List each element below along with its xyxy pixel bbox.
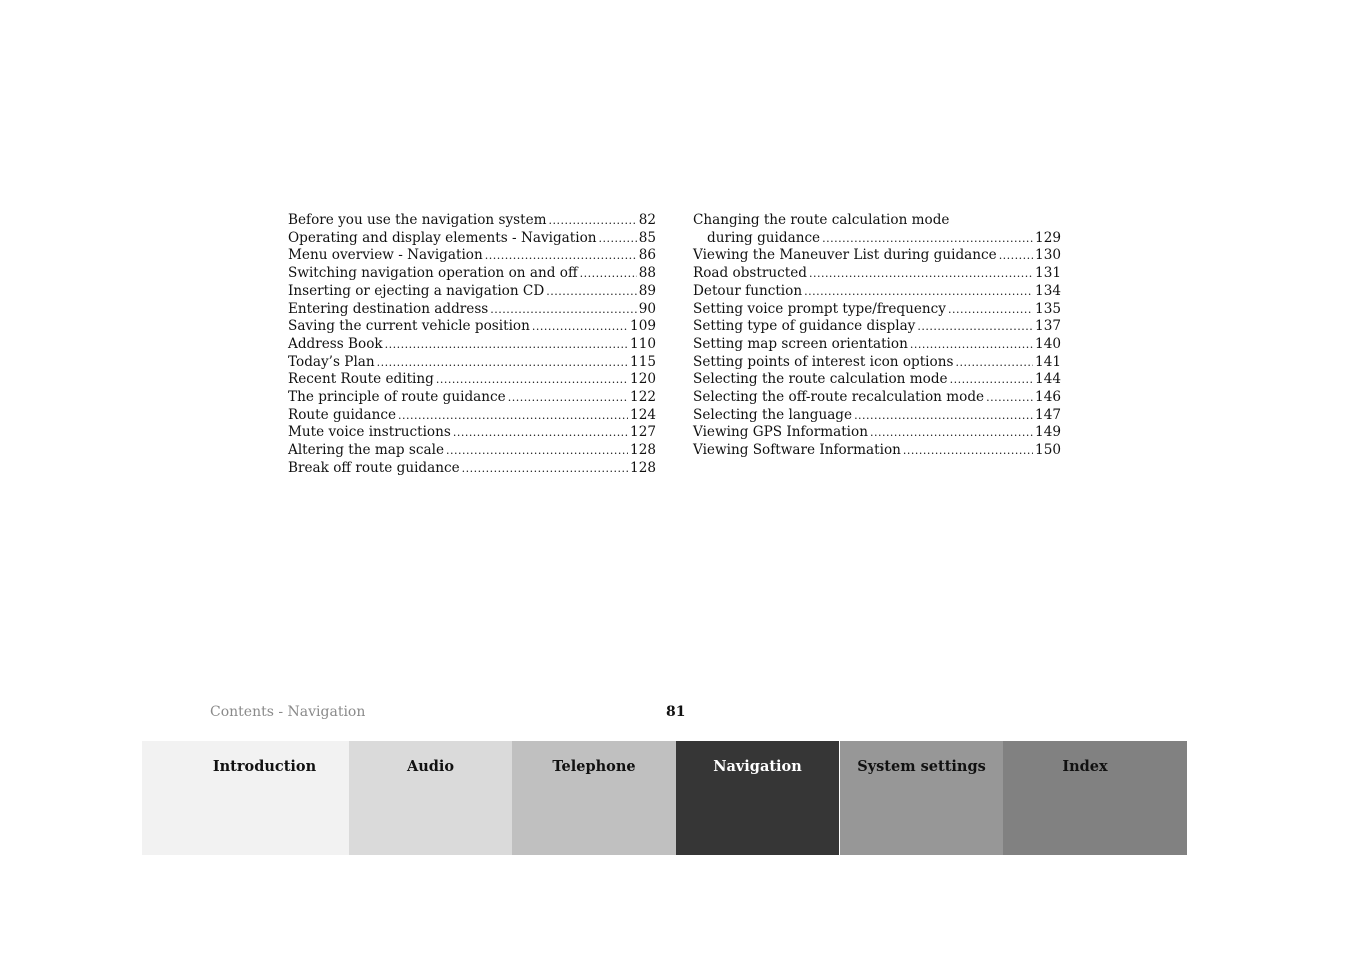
toc-entry-page: 135 xyxy=(1035,300,1061,317)
toc-entry[interactable] xyxy=(288,407,656,425)
toc-leader-dots xyxy=(377,354,628,372)
toc-entry-title: Menu overview - Navigation xyxy=(288,247,483,264)
toc-leader-dots xyxy=(462,460,628,478)
toc-entry-title: Before you use the navigation system xyxy=(288,212,547,228)
toc-entry-page: 82 xyxy=(638,212,656,228)
toc-entry-page: 86 xyxy=(638,247,656,264)
toc-entry-page: 124 xyxy=(630,406,656,423)
toc-right-column xyxy=(693,212,1061,460)
toc-entry-page: 129 xyxy=(1035,229,1061,246)
toc-entry[interactable] xyxy=(693,336,1061,354)
toc-entry-title: Viewing Software Information xyxy=(693,442,901,459)
tab-telephone[interactable]: Telephone xyxy=(512,741,676,855)
toc-entry-page: 88 xyxy=(638,265,656,282)
toc-entry[interactable] xyxy=(288,230,656,248)
toc-entry-title: Mute voice instructions xyxy=(288,424,451,441)
toc-leader-dots xyxy=(955,354,1033,372)
toc-entry-page: 131 xyxy=(1035,265,1061,282)
toc-entry[interactable] xyxy=(288,265,656,283)
toc-entry[interactable] xyxy=(693,265,1061,283)
toc-left-column xyxy=(288,212,656,478)
toc-leader-dots xyxy=(453,424,628,442)
toc-entry-page: 128 xyxy=(630,442,656,459)
toc-leader-dots xyxy=(804,283,1033,301)
toc-leader-dots xyxy=(950,371,1033,389)
toc-entry-title: Setting type of guidance display xyxy=(693,318,916,335)
toc-leader-dots xyxy=(508,389,628,407)
toc-entry-page: 130 xyxy=(1035,247,1061,264)
toc-entry[interactable] xyxy=(693,424,1061,442)
toc-entry-title: Route guidance xyxy=(288,406,397,423)
toc-entry-title: Viewing GPS Information xyxy=(693,424,868,441)
toc-entry-page: 85 xyxy=(638,229,656,246)
tab-index[interactable]: Index xyxy=(1003,741,1187,855)
toc-entry-page: 146 xyxy=(1035,389,1061,406)
toc-entry-page: 137 xyxy=(1035,318,1061,335)
toc-entry[interactable] xyxy=(693,283,1061,301)
toc-entry-continuation xyxy=(693,230,1061,248)
toc-entry-page: 122 xyxy=(630,389,656,406)
toc-entry-title: Break off route guidance xyxy=(288,459,460,476)
toc-entry-page: 147 xyxy=(1035,406,1061,423)
toc-entry-title: Road obstructed xyxy=(693,265,807,282)
toc-entry-page: 141 xyxy=(1035,353,1061,370)
toc-entry-title: The principle of route guidance xyxy=(288,389,506,406)
toc-entry[interactable] xyxy=(693,442,1061,460)
toc-entry-title: Recent Route editing xyxy=(288,371,434,388)
toc-entry-title: Switching navigation operation on and off xyxy=(288,265,578,282)
toc-entry[interactable] xyxy=(288,460,656,478)
tab-navigation-active[interactable]: Navigation xyxy=(676,741,839,855)
toc-entry-title: Setting voice prompt type/frequency xyxy=(693,300,946,317)
toc-entry-page: 115 xyxy=(630,353,656,370)
toc-leader-dots xyxy=(822,230,1033,248)
toc-entry-page: 120 xyxy=(630,371,656,388)
toc-entry-page: 127 xyxy=(630,424,656,441)
toc-entry-page: 140 xyxy=(1035,335,1061,352)
toc-entry[interactable] xyxy=(288,389,656,407)
toc-entry-title: Detour function xyxy=(693,282,803,299)
toc-entry-page: 90 xyxy=(638,300,656,317)
toc-entry-title: Setting map screen orientation xyxy=(693,335,908,352)
toc-entry-title: Selecting the route calculation mode xyxy=(693,371,948,388)
toc-entry[interactable] xyxy=(288,336,656,354)
toc-leader-dots xyxy=(549,212,637,230)
toc-leader-dots xyxy=(580,265,637,283)
toc-entry-page: 134 xyxy=(1035,282,1061,299)
toc-leader-dots xyxy=(485,247,637,265)
toc-leader-dots xyxy=(854,407,1033,425)
toc-entry[interactable] xyxy=(288,371,656,389)
toc-entry[interactable] xyxy=(693,371,1061,389)
toc-entry[interactable] xyxy=(693,389,1061,407)
toc-entry[interactable] xyxy=(693,247,1061,265)
footer-section-title: Contents - Navigation xyxy=(210,704,366,720)
toc-leader-dots xyxy=(999,247,1033,265)
toc-entry-page: 89 xyxy=(638,282,656,299)
toc-entry[interactable] xyxy=(288,212,656,230)
tab-audio[interactable]: Audio xyxy=(349,741,512,855)
toc-entry-title: Operating and display elements - Navigation xyxy=(288,229,597,246)
toc-leader-dots xyxy=(398,407,628,425)
chapter-tab-bar xyxy=(142,741,1187,855)
toc-entry-title: Selecting the language xyxy=(693,406,853,423)
toc-entry[interactable] xyxy=(288,354,656,372)
toc-leader-dots xyxy=(870,424,1033,442)
toc-entry-page: 144 xyxy=(1035,371,1061,388)
toc-entry-title-continued: during guidance xyxy=(707,229,821,246)
toc-entry-title: Viewing the Maneuver List during guidance xyxy=(693,247,997,264)
toc-leader-dots xyxy=(446,442,628,460)
toc-entry[interactable] xyxy=(288,318,656,336)
toc-entry-page: 149 xyxy=(1035,424,1061,441)
toc-entry-page: 109 xyxy=(630,318,656,335)
toc-entry-title: Saving the current vehicle position xyxy=(288,318,530,335)
toc-entry[interactable] xyxy=(288,283,656,301)
toc-entry-page: 128 xyxy=(630,459,656,476)
toc-entry[interactable] xyxy=(693,354,1061,372)
toc-entry-title: Today’s Plan xyxy=(288,353,375,370)
toc-entry[interactable] xyxy=(288,424,656,442)
toc-entry[interactable] xyxy=(288,247,656,265)
toc-entry-title: Setting points of interest icon options xyxy=(693,353,954,370)
toc-leader-dots xyxy=(546,283,636,301)
toc-leader-dots xyxy=(809,265,1033,283)
footer-page-number: 81 xyxy=(666,704,686,720)
toc-leader-dots xyxy=(948,301,1033,319)
toc-leader-dots xyxy=(917,318,1033,336)
toc-entry-multiline[interactable] xyxy=(693,212,1061,247)
toc-entry-title: Selecting the off-route recalculation mode xyxy=(693,389,985,406)
toc-leader-dots xyxy=(903,442,1033,460)
toc-leader-dots xyxy=(599,230,637,248)
toc-entry[interactable] xyxy=(693,407,1061,425)
toc-entry[interactable] xyxy=(693,318,1061,336)
toc-leader-dots xyxy=(532,318,628,336)
toc-entry-title: Address Book xyxy=(288,335,383,352)
toc-entry-page: 110 xyxy=(630,335,656,352)
toc-leader-dots xyxy=(490,301,636,319)
toc-leader-dots xyxy=(385,336,628,354)
toc-leader-dots xyxy=(910,336,1033,354)
toc-entry[interactable] xyxy=(693,301,1061,319)
toc-leader-dots xyxy=(436,371,628,389)
toc-entry-title: Changing the route calculation mode xyxy=(693,212,950,228)
toc-entry-title: Inserting or ejecting a navigation CD xyxy=(288,282,545,299)
toc-entry[interactable] xyxy=(288,442,656,460)
toc-entry[interactable] xyxy=(288,301,656,319)
toc-entry-title: Altering the map scale xyxy=(288,442,444,459)
tab-system-settings[interactable]: System settings xyxy=(839,741,1003,855)
toc-entry-page: 150 xyxy=(1035,442,1061,459)
toc-leader-dots xyxy=(986,389,1033,407)
toc-entry-title: Entering destination address xyxy=(288,300,489,317)
tab-introduction[interactable]: Introduction xyxy=(142,741,349,855)
